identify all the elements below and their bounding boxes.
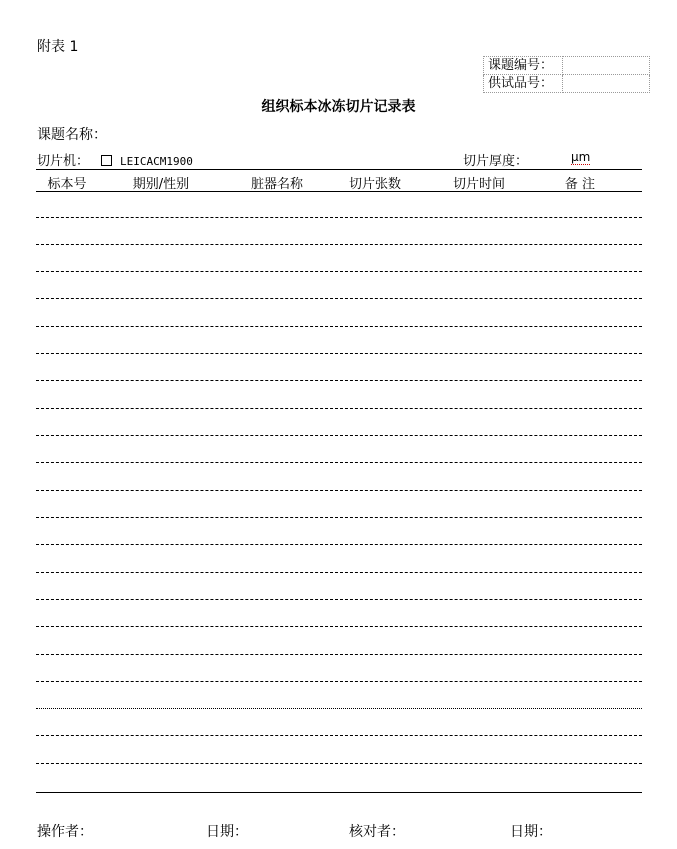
project-code-field[interactable] [563,57,650,75]
column-header-organ-name: 脏器名称 [250,177,303,192]
table-row[interactable] [36,462,642,463]
table-row[interactable] [36,298,642,299]
operator-date-label: 日期： [206,824,248,840]
project-code-label: 课题编号： [484,57,563,75]
table-row[interactable] [36,408,642,409]
table-row[interactable] [36,763,642,764]
table-row[interactable] [36,517,642,518]
table-row[interactable] [36,681,642,682]
thickness-label: 切片厚度： [463,154,529,169]
header-top-rule [36,169,642,170]
page-title: 组织标本冰冻切片记录表 [261,99,416,115]
sample-no-field[interactable] [563,75,650,93]
meta-info-table [483,56,650,93]
column-header-specimen-no: 标本号 [47,177,87,192]
thickness-unit: μm [571,150,591,164]
table-row[interactable] [36,654,642,655]
table-row[interactable] [36,353,642,354]
sample-no-row [484,75,650,93]
table-row[interactable] [36,572,642,573]
machine-row [37,150,193,169]
column-header-stage-sex: 期别/性别 [132,177,190,192]
machine-checkbox[interactable] [101,155,112,166]
table-row[interactable] [36,544,642,545]
table-row[interactable] [36,435,642,436]
column-header-slice-time: 切片时间 [452,177,505,192]
checker-label: 核对者： [349,824,405,840]
table-row[interactable] [36,244,642,245]
appendix-label: 附表 1 [37,39,79,55]
project-code-row [484,57,650,75]
table-bottom-rule [36,792,642,793]
table-row[interactable] [36,217,642,218]
table-row[interactable] [36,735,642,736]
header-bottom-rule [36,191,642,192]
operator-label: 操作者： [37,824,93,840]
machine-label: 切片机： [37,154,90,169]
table-row[interactable] [36,326,642,327]
table-row[interactable] [36,380,642,381]
table-row[interactable] [36,626,642,627]
column-header-slice-count: 切片张数 [348,177,401,192]
column-header-remarks: 备 注 [564,177,596,192]
project-name-label: 课题名称： [37,127,107,143]
table-row[interactable] [36,490,642,491]
sample-no-label: 供试品号： [484,75,563,93]
checker-date-label: 日期： [510,824,552,840]
table-row[interactable] [36,599,642,600]
table-row[interactable] [36,271,642,272]
machine-model: LEICACM1900 [120,155,193,168]
table-row[interactable] [36,708,642,709]
